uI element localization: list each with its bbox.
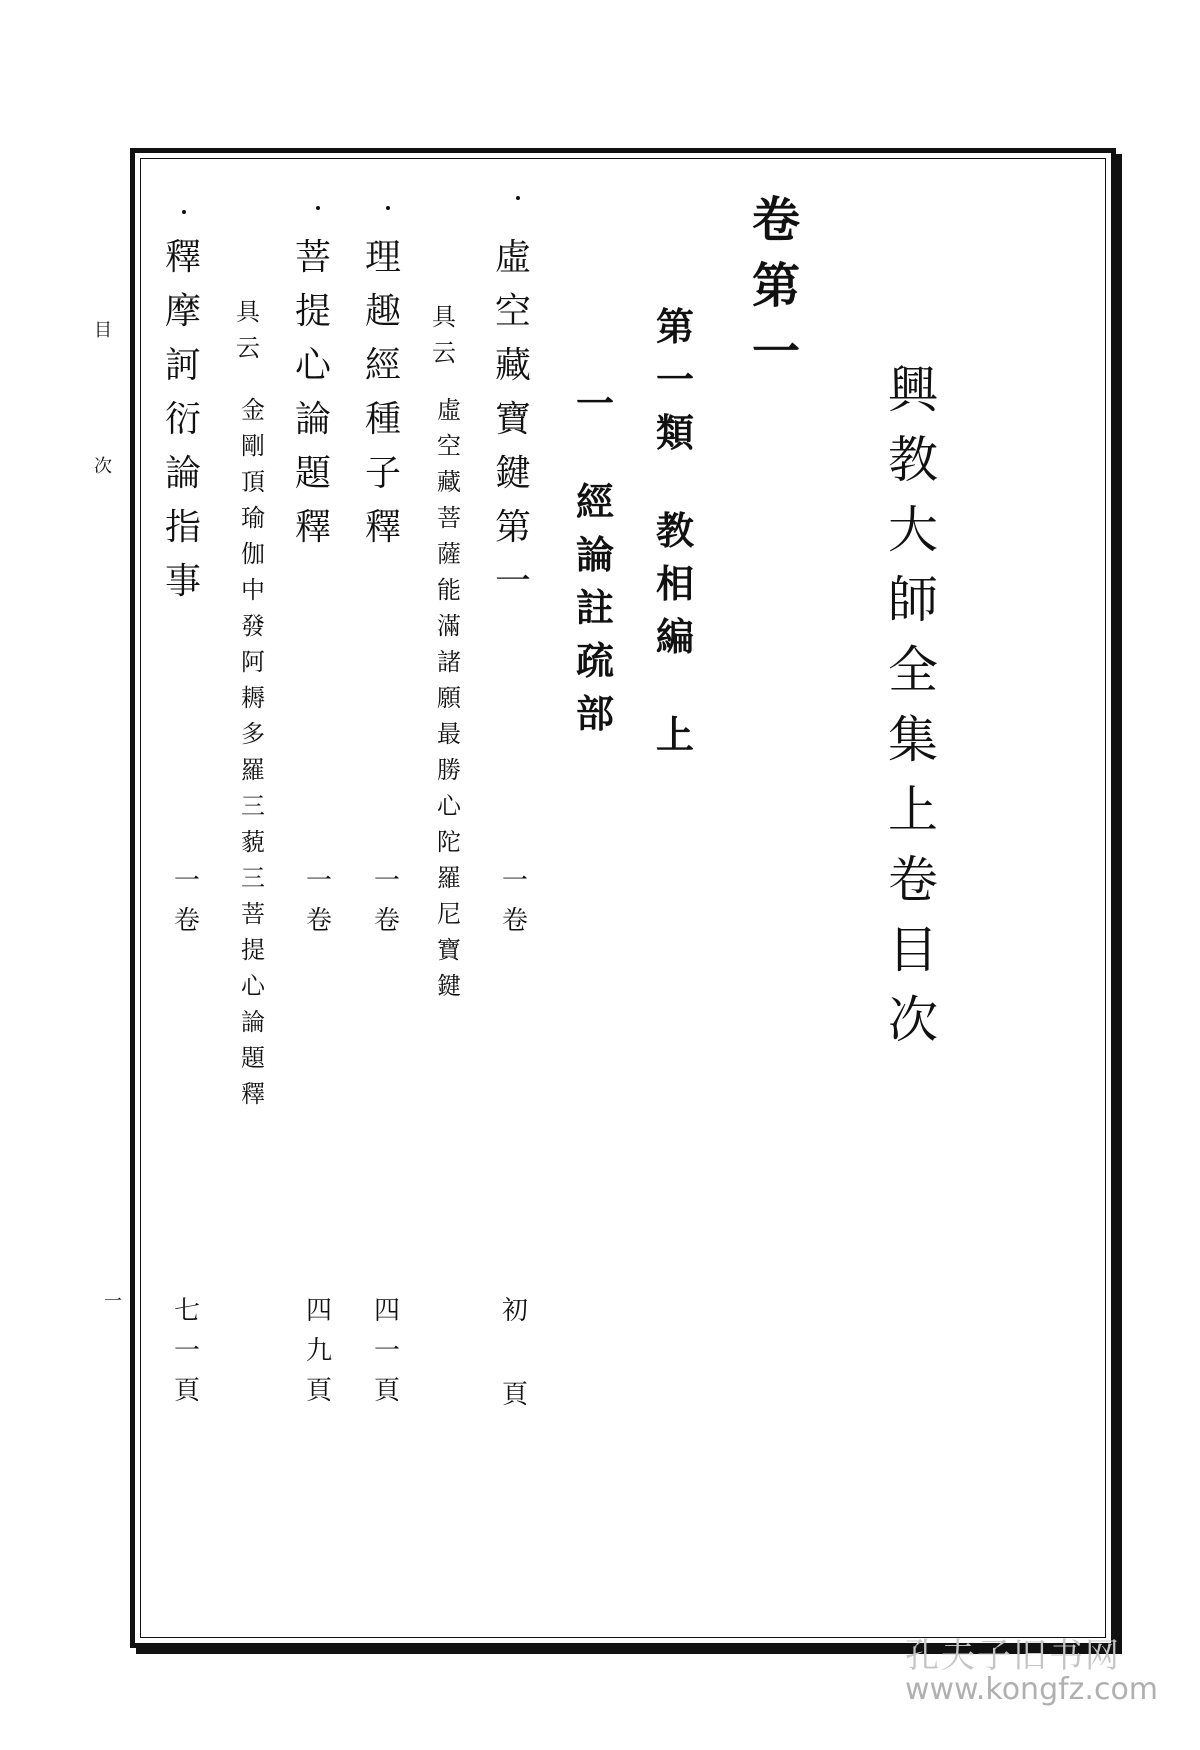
work-title: 虛 空 藏 寶 鍵 第 一 — [494, 237, 531, 602]
entry-marker — [516, 196, 520, 200]
work-title: 釋 摩 訶 衍 論 指 事 — [164, 237, 201, 602]
margin-page-number: 一 — [104, 1291, 122, 1312]
work-full-title: 虛 空 藏 菩 薩 能 滿 諸 願 最 勝 心 陀 羅 尼 寶 鍵 — [437, 396, 461, 1000]
work-volumes: 一 卷 — [501, 866, 528, 936]
work-page: 初 頁 — [501, 1296, 528, 1410]
section-heading: 第 一 類 教 相 編 上 — [655, 304, 694, 757]
work-volumes: 一 卷 — [173, 866, 200, 936]
volume-heading: 卷 第 一 — [751, 192, 800, 380]
work-page: 四 九 頁 — [305, 1296, 332, 1406]
work-title: 理 趣 經 種 子 釋 — [364, 237, 401, 548]
entry-marker — [316, 206, 320, 210]
entry-marker — [182, 210, 186, 214]
subsection-heading: 一 經 論 註 疏 部 — [575, 381, 614, 736]
work-full-title: 金 剛 頂 瑜 伽 中 發 阿 耨 多 羅 三 藐 三 菩 提 心 論 題 釋 — [241, 396, 265, 1108]
watermark-name: 孔夫子旧书网 — [905, 1636, 1121, 1676]
work-volumes: 一 卷 — [305, 866, 332, 936]
work-page: 七 一 頁 — [173, 1296, 200, 1406]
work-volumes: 一 卷 — [373, 866, 400, 936]
work-title: 菩 提 心 論 題 釋 — [294, 237, 331, 548]
watermark-url: www.kongfz.com — [905, 1672, 1159, 1707]
work-note-prefix: 具 云 — [236, 298, 260, 362]
work-note-prefix: 具 云 — [432, 303, 456, 367]
entry-marker — [386, 206, 390, 210]
work-page: 四 一 頁 — [373, 1296, 400, 1406]
page-frame-inner — [140, 158, 1106, 1638]
page-title: 興 教 大 師 全 集 上 卷 目 次 — [888, 361, 938, 1049]
margin-label: 目 次 — [94, 320, 112, 477]
